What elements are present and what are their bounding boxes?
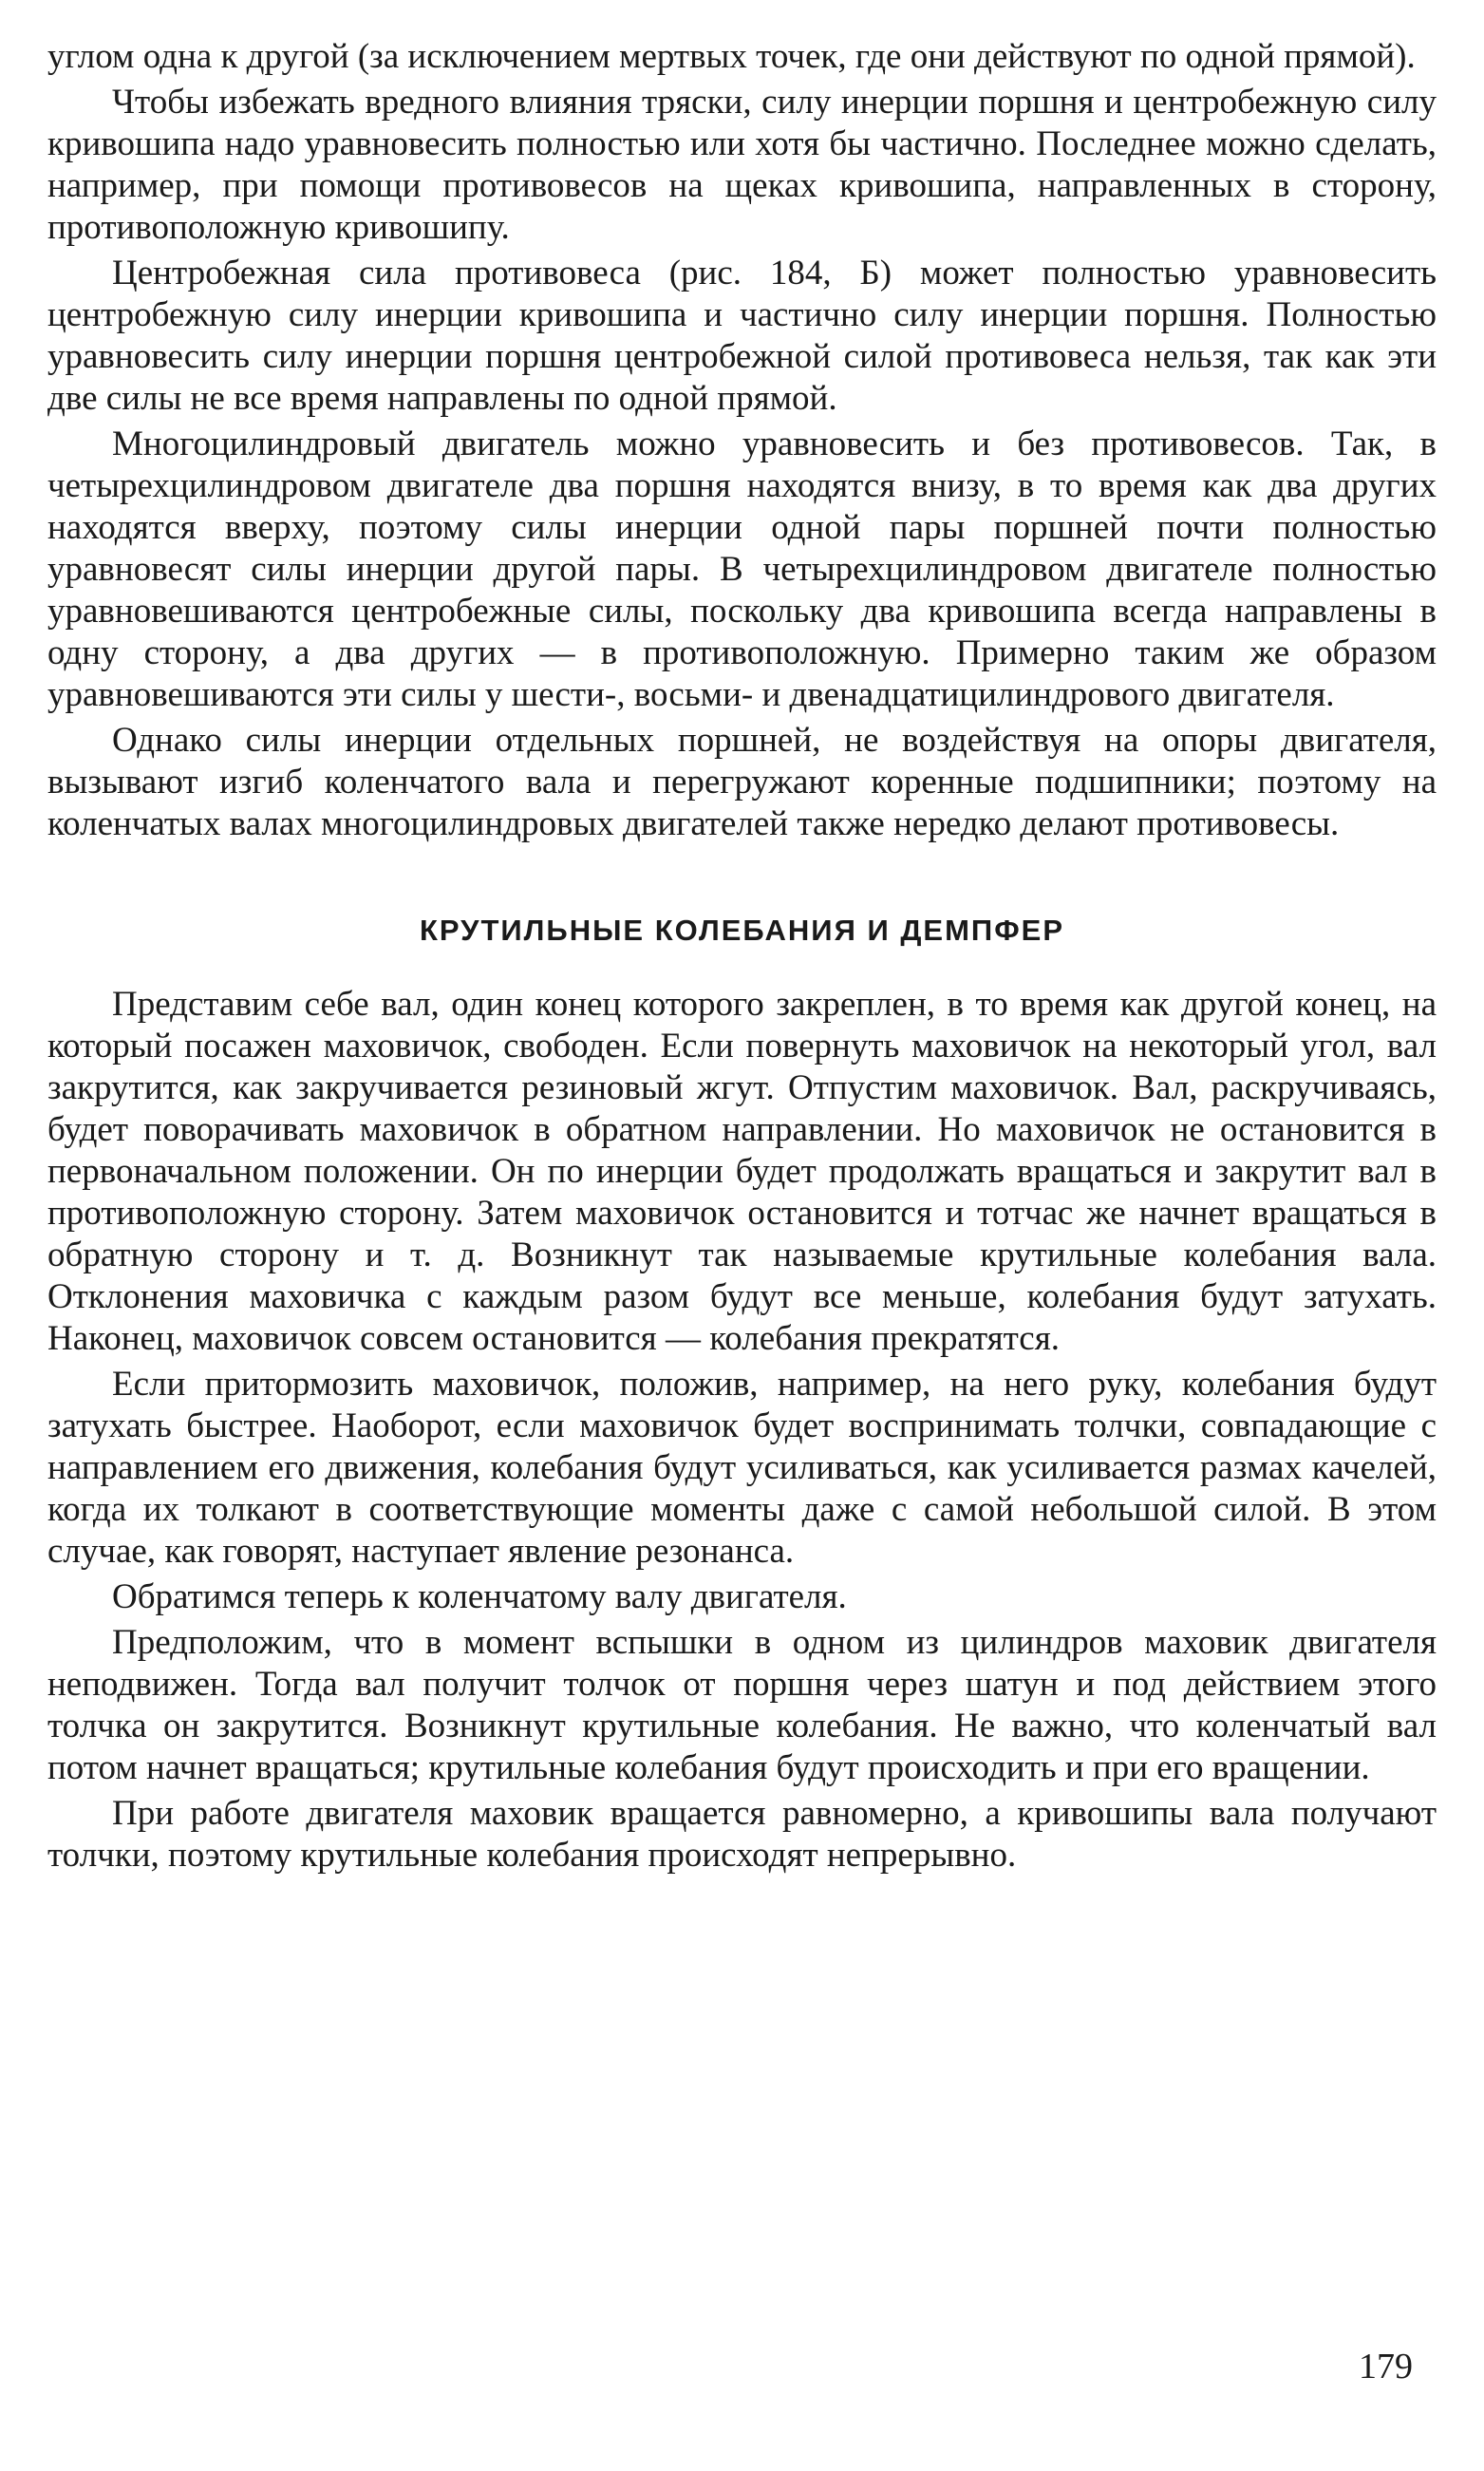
- paragraph-crankshaft: Обратимся теперь к коленчатому валу двигателя.: [112, 1577, 847, 1616]
- section-heading: КРУТИЛЬНЫЕ КОЛЕБАНИЯ И ДЕМПФЕР: [419, 914, 1065, 947]
- paragraph-counterweight: Центробежная сила противовеса (рис. 184, Б) может полностью уравновесить центробежную силу инерции кривошипа и частично силу инерции поршня. Полностью уравновесить силу инерции поршня центробежной силой противовеса нельзя, так как эти две силы не все время направлены по одной прямой.: [47, 254, 1437, 418]
- page-number: 179: [1359, 2347, 1413, 2386]
- paragraph-flywheel: Представим себе вал, один конец которого закреплен, в то время как другой конец, на который посажен маховичок, свободен. Если повернуть маховичок на некоторый угол, вал закрутится, как закручивается резиновый жгут. Отпустим маховичок. Вал, раскручиваясь, будет поворачивать маховичок в обратном направлении. Но маховичок не остановится в первоначальном положении. Он по инерции будет продолжать вращаться и закрутит вал в противоположную сторону. Затем маховичок остановится и тотчас же начнет вращаться в обратную сторону и т. д. Возникнут так называемые крутильные колебания вала. Отклонения маховичка с каждым разом будут все меньше, колебания будут затухать. Наконец, маховичок совсем остановится — колебания прекратятся.: [47, 985, 1437, 1358]
- page-body: [47, 36, 1437, 1880]
- paragraph-continuation: углом одна к другой (за исключением мертвых точек, где они действуют по одной прямой).: [47, 37, 1416, 76]
- paragraph-ignition: Предположим, что в момент вспышки в одном из цилиндров маховик двигателя неподвижен. Тогда вал получит толчок от поршня через шатун и под действием этого толчка он закрутится. Возникнут крутильные колебания. Не важно, что коленчатый вал потом начнет вращаться; крутильные колебания будут происходить и при его вращении.: [47, 1623, 1437, 1787]
- paragraph-bending: Однако силы инерции отдельных поршней, не воздействуя на опоры двигателя, вызывают изгиб коленчатого вала и перегружают коренные подшипники; поэтому на коленчатых валах многоцилиндровых двигателей также нередко делают противовесы.: [47, 721, 1437, 843]
- paragraph-resonance: Если притормозить маховичок, положив, например, на него руку, колебания будут затухать быстрее. Наоборот, если маховичок будет воспринимать толчки, совпадающие с направлением его движения, колебания будут усиливаться, как усиливается размах качелей, когда их толкают в соответствующие моменты даже с самой небольшой силой. В этом случае, как говорят, наступает явление резонанса.: [47, 1365, 1437, 1571]
- paragraph-multicylinder: Многоцилиндровый двигатель можно уравновесить и без противовесов. Так, в четырехцилиндровом двигателе два поршня находятся внизу, в то время как два других находятся вверху, поэтому силы инерции одной пары поршней почти полностью уравновесят силы инерции другой пары. В четырехцилиндровом двигателе полностью уравновешиваются центробежные силы, поскольку два кривошипа всегда направлены в одну сторону, а два других — в противоположную. Примерно таким же образом уравновешиваются эти силы у шести-, восьми- и двенадцатицилиндрового двигателя.: [47, 424, 1437, 714]
- paragraph-continuous: При работе двигателя маховик вращается равномерно, а кривошипы вала получают толчки, поэтому крутильные колебания происходят непрерывно.: [47, 1794, 1437, 1875]
- paragraph-balancing: Чтобы избежать вредного влияния тряски, силу инерции поршня и центробежную силу кривошипа надо уравновесить полностью или хотя бы частично. Последнее можно сделать, например, при помощи противовесов на щеках кривошипа, направленных в сторону, противоположную кривошипу.: [47, 83, 1437, 247]
